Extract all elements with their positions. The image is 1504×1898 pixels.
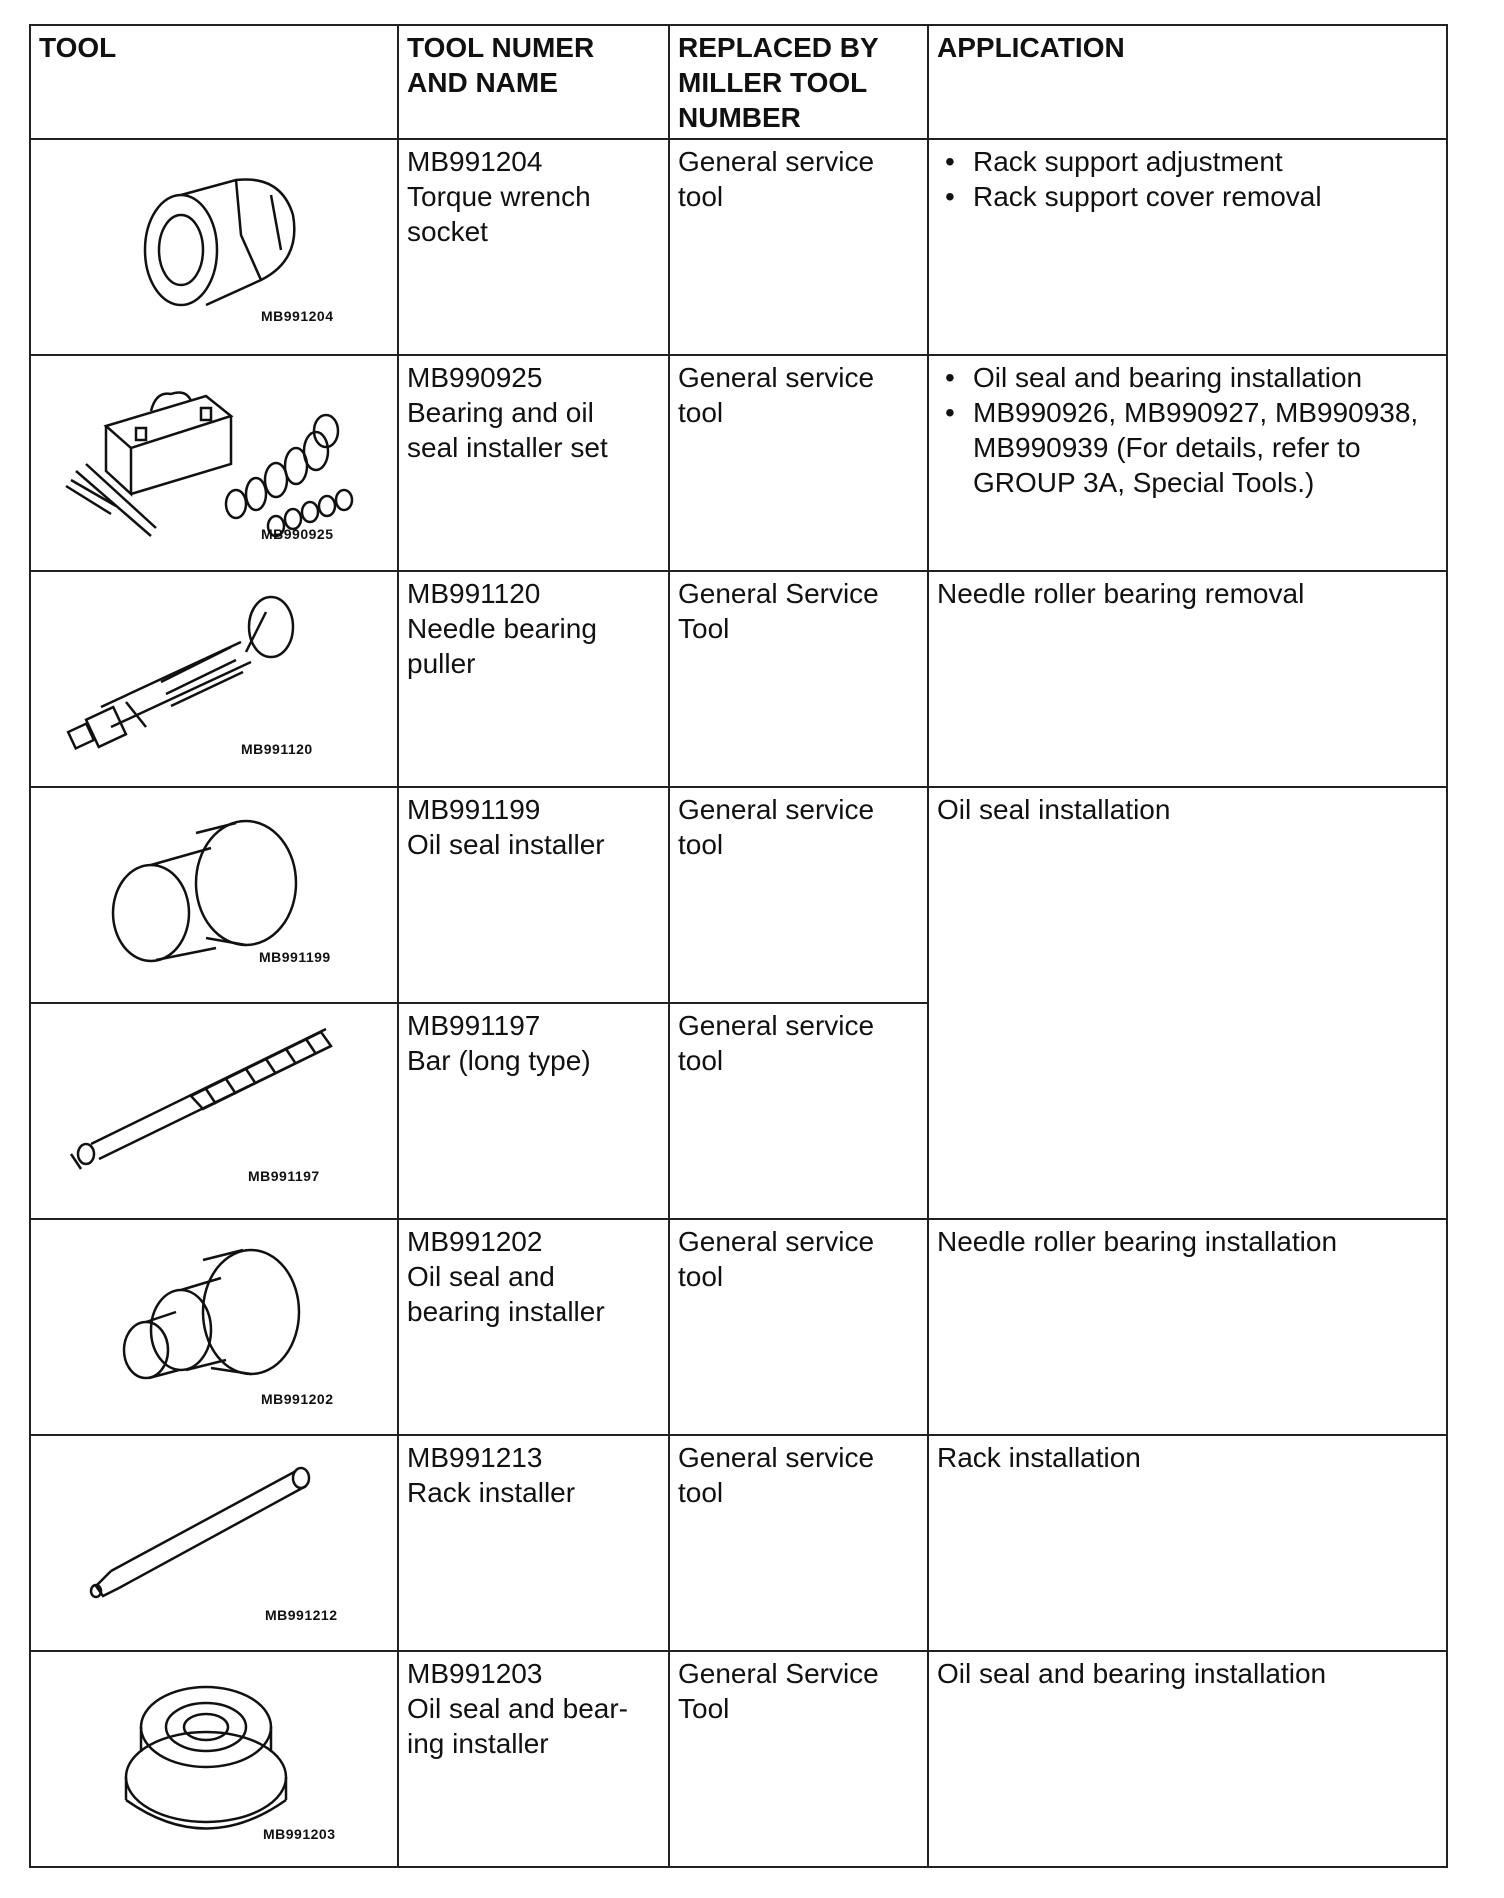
tool-number-name: MB990925 Bearing and oil seal installer set xyxy=(398,355,669,571)
tool-number-name: MB991203 Oil seal and bear- ing installer xyxy=(398,1651,669,1867)
replaced-by: General service tool xyxy=(669,355,928,571)
tool-label: MB991120 xyxy=(241,741,313,757)
needle-bearing-puller-illustration xyxy=(31,572,397,786)
table-row xyxy=(30,1219,1447,1435)
application-bullet: • MB990926, MB990927, MB990938, MB990939 (For details, refer to GROUP 3A, Special Tools.) xyxy=(937,395,1438,500)
tool-number-name: MB991197 Bar (long type) xyxy=(398,1003,669,1219)
tool-image-cell xyxy=(30,1219,398,1435)
torque-wrench-socket-illustration xyxy=(31,140,397,354)
application xyxy=(928,139,1447,355)
table-row xyxy=(30,355,1447,571)
application: Rack installation xyxy=(928,1435,1447,1651)
application-bullet: • Oil seal and bearing installation xyxy=(937,360,1438,395)
table-row xyxy=(30,139,1447,355)
tool-image-cell xyxy=(30,787,398,1003)
tool-number-name: MB991213 Rack installer xyxy=(398,1435,669,1651)
application: Needle roller bearing installation xyxy=(928,1219,1447,1435)
header-tool: TOOL xyxy=(30,25,398,139)
special-tools-table xyxy=(29,24,1448,1868)
tool-label: MB991202 xyxy=(261,1391,334,1407)
tool-label: MB991212 xyxy=(265,1607,338,1623)
application-bullet: • Rack support adjustment xyxy=(937,144,1438,179)
replaced-by: General service tool xyxy=(669,139,928,355)
table-row xyxy=(30,1651,1447,1867)
replaced-by: General service tool xyxy=(669,1003,928,1219)
replaced-by: General service tool xyxy=(669,787,928,1003)
tool-number-name: MB991202 Oil seal and bearing installer xyxy=(398,1219,669,1435)
tool-label: MB991203 xyxy=(263,1826,336,1842)
header-row xyxy=(30,25,1447,139)
header-number-name: TOOL NUMER AND NAME xyxy=(398,25,669,139)
table-row xyxy=(30,571,1447,787)
replaced-by: General service tool xyxy=(669,1435,928,1651)
tool-label: MB990925 xyxy=(261,526,334,542)
tool-number-name: MB991120 Needle bearing puller xyxy=(398,571,669,787)
tool-image-cell xyxy=(30,1003,398,1219)
tool-label: MB991204 xyxy=(261,308,334,324)
application-bullet: • Rack support cover removal xyxy=(937,179,1438,214)
tool-label: MB991197 xyxy=(248,1168,320,1184)
tool-image-cell xyxy=(30,1651,398,1867)
header-application: APPLICATION xyxy=(928,25,1447,139)
rack-installer-illustration xyxy=(31,1436,397,1650)
table-row xyxy=(30,1435,1447,1651)
tool-image-cell xyxy=(30,139,398,355)
header-replaced: REPLACED BY MILLER TOOL NUMBER xyxy=(669,25,928,139)
application: Oil seal and bearing installation xyxy=(928,1651,1447,1867)
tool-label: MB991199 xyxy=(259,949,331,965)
replaced-by: General Service Tool xyxy=(669,1651,928,1867)
tool-image-cell xyxy=(30,571,398,787)
application: Oil seal installation xyxy=(928,787,1447,1219)
tool-image-cell xyxy=(30,355,398,571)
table-row xyxy=(30,787,1447,1003)
oil-seal-bearing-installer-ring-illustration xyxy=(31,1652,397,1866)
application xyxy=(928,355,1447,571)
tool-number-name: MB991199 Oil seal installer xyxy=(398,787,669,1003)
replaced-by: General Service Tool xyxy=(669,571,928,787)
tool-image-cell xyxy=(30,1435,398,1651)
bar-long-type-illustration xyxy=(31,1004,397,1218)
installer-set-illustration xyxy=(31,356,397,570)
oil-seal-bearing-installer-illustration xyxy=(31,1220,397,1434)
oil-seal-installer-illustration xyxy=(31,788,397,1002)
application: Needle roller bearing removal xyxy=(928,571,1447,787)
tool-number-name: MB991204 Torque wrench socket xyxy=(398,139,669,355)
replaced-by: General service tool xyxy=(669,1219,928,1435)
